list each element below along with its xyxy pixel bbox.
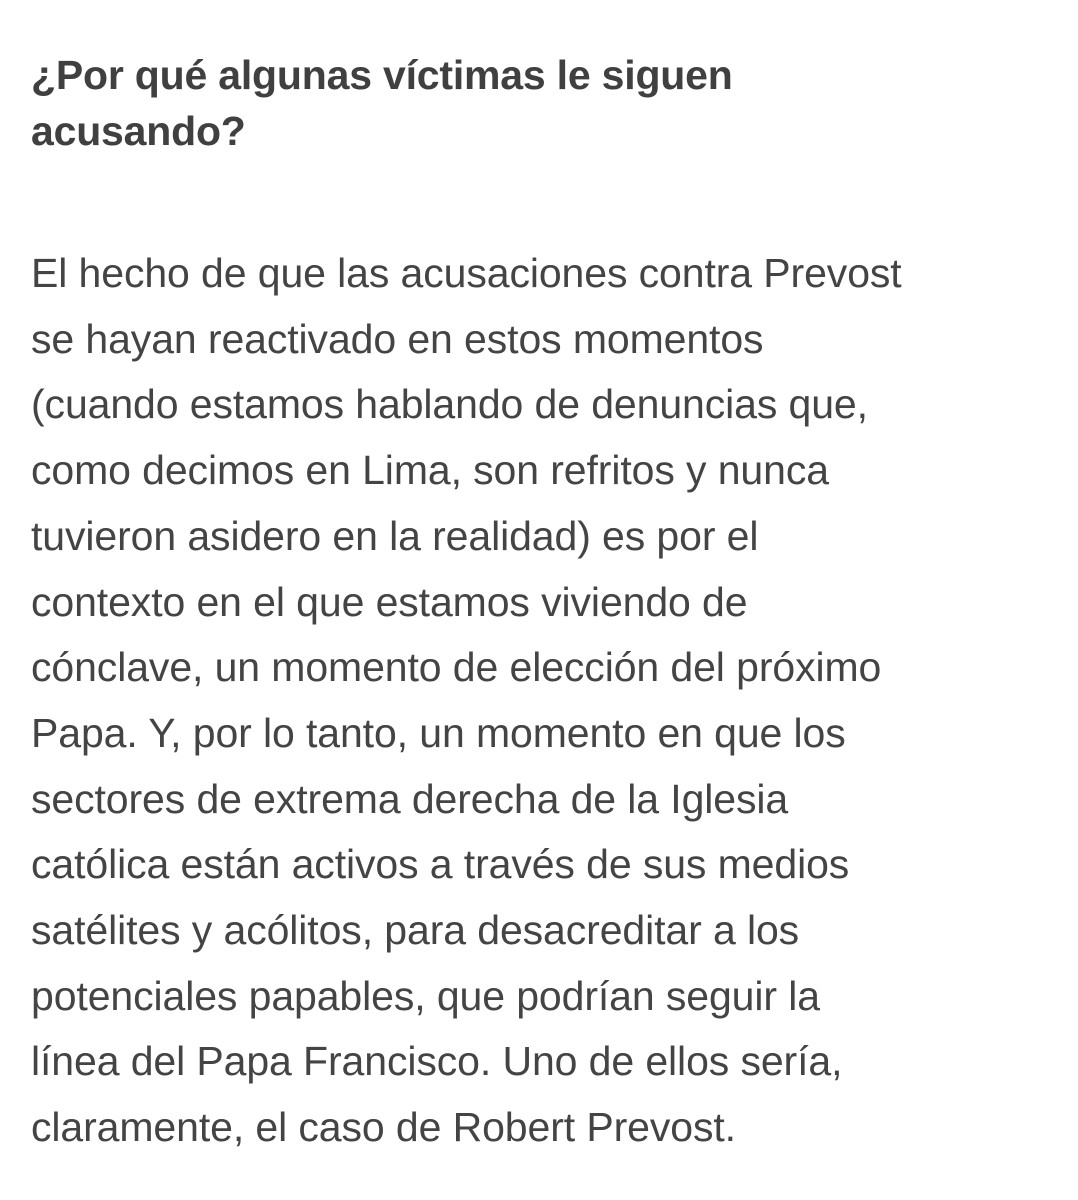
body-line: contexto en el que estamos viviendo de: [31, 578, 748, 625]
article: [31, 47, 1061, 1151]
heading-line: acusando?: [31, 108, 246, 154]
body-line: como decimos en Lima, son refritos y nunca: [31, 447, 829, 494]
body-line: cónclave, un momento de elección del próximo: [31, 644, 882, 691]
article-body: [31, 241, 902, 1161]
body-line: católica están activos a través de sus medios: [31, 841, 850, 888]
article-heading: [31, 47, 1061, 159]
body-line: sectores de extrema derecha de la Iglesia: [31, 775, 789, 822]
body-line: tuvieron asidero en la realidad) es por el: [31, 512, 759, 559]
body-line: potenciales papables, que podrían seguir la: [31, 972, 820, 1019]
body-line: claramente, el caso de Robert Prevost.: [31, 1104, 736, 1151]
heading-line: ¿Por qué algunas víctimas le siguen: [31, 52, 733, 98]
body-line: se hayan reactivado en estos momentos: [31, 315, 764, 362]
body-line: Papa. Y, por lo tanto, un momento en que los: [31, 709, 846, 756]
body-line: línea del Papa Francisco. Uno de ellos sería,: [31, 1038, 843, 1085]
body-line: satélites y acólitos, para desacreditar a los: [31, 907, 800, 954]
body-line: (cuando estamos hablando de denuncias que,: [31, 381, 868, 428]
body-line: El hecho de que las acusaciones contra Prevost: [31, 250, 902, 296]
